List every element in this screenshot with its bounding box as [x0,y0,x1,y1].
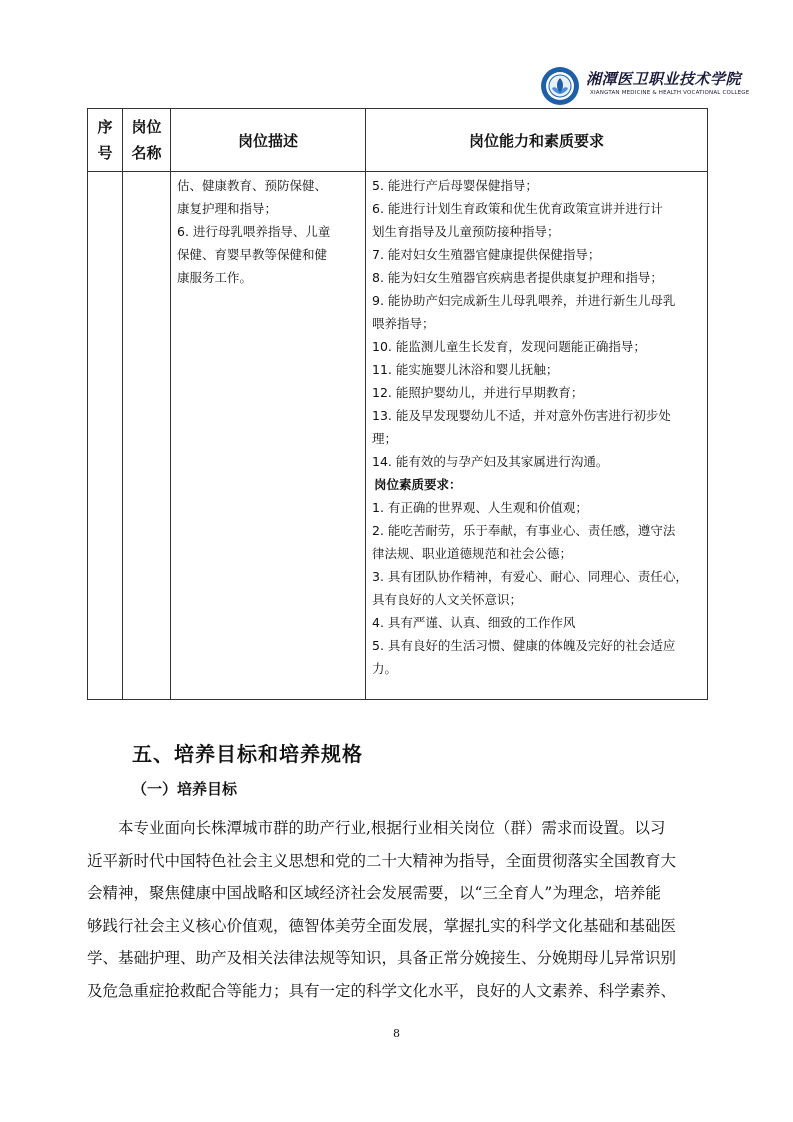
page-number: 8 [393,1027,400,1040]
paragraph-line: 会精神，聚焦健康中国战略和区域经济社会发展需要，以“三全育人”为理念，培养能 [87,884,661,902]
cell-ability-requirements [366,172,708,700]
paragraph-line: 本专业面向长株潭城市群的助产行业,根据行业相关岗位（群）需求而设置。以习 [87,819,666,837]
quality-line: 1. 有正确的世界观、人生观和价值观； [372,500,588,515]
quality-line: 具有良好的人文关怀意识； [372,592,523,607]
paragraph-line: 近平新时代中国特色社会主义思想和党的二十大精神为指导，全面贯彻落实全国教育大 [87,851,677,870]
quality-line: 律法规、职业道德规范和社会公德； [372,546,573,561]
training-goal-paragraph [87,812,709,1007]
ability-line: 12. 能照护婴幼儿，并进行早期教育； [372,385,584,400]
description-line: 保健、育婴早教等保健和健 [177,247,328,262]
ability-line: 理； [372,431,398,446]
description-line: 康复护理和指导； [177,201,278,216]
quality-requirements-heading: 岗位素质要求： [374,477,462,492]
cell-position-description [171,172,366,700]
description-line: 估、健康教育、预防保健、 [177,178,328,193]
ability-line: 7. 能对妇女生殖器官健康提供保健指导； [372,247,601,262]
subsection-title: （一）培养目标 [132,780,238,798]
header-serial-number: 序 号 [88,109,123,172]
quality-line: 3. 具有团队协作精神，有爱心、耐心、同理心、责任心， [372,569,688,584]
description-line: 6. 进行母乳喂养指导、儿童 [177,224,331,239]
paragraph-line: 够践行社会主义核心价值观，德智体美劳全面发展，掌握扎实的科学文化基础和基础医 [87,916,677,935]
section-title: 五、培养目标和培养规格 [132,742,363,766]
cell-position-name [123,172,171,700]
ability-line: 8. 能为妇女生殖器官疾病患者提供康复护理和指导； [372,270,663,285]
ability-line: 10. 能监测儿童生长发育，发现问题能正确指导； [372,339,646,354]
ability-line: 11. 能实施婴儿沐浴和婴儿抚触； [372,362,559,377]
ability-line: 14. 能有效的与孕产妇及其家属进行沟通。 [372,454,609,469]
quality-line: 4. 具有严谨、认真、细致的工作作风 [372,615,576,630]
logo-english-name: XIANGTAN MEDICINE & HEALTH VOCATIONAL COLLEGE [590,90,750,96]
quality-line: 力。 [372,661,398,676]
header-position-name: 岗位 名称 [123,109,171,172]
ability-line: 13. 能及早发现婴幼儿不适，并对意外伤害进行初步处 [372,408,671,423]
cell-serial-number [88,172,123,700]
ability-line: 9. 能协助产妇完成新生儿母乳喂养，并进行新生儿母乳 [372,293,676,308]
ability-line: 划生育指导及儿童预防接种指导； [372,224,560,239]
paragraph-line: 及危急重症抢救配合等能力；具有一定的科学文化水平，良好的人文素养、科学素养、 [87,981,677,1000]
table-row [88,172,708,700]
header-position-description: 岗位描述 [171,109,366,172]
ability-line: 6. 能进行计划生育政策和优生优育政策宣讲并进行计 [372,201,663,216]
job-duty-table [87,108,708,700]
table-header-row [88,109,708,172]
paragraph-line: 学、基础护理、助产及相关法律法规等知识，具备正常分娩接生、分娩期母儿异常识别 [87,949,677,967]
description-line: 康服务工作。 [177,270,253,285]
quality-line: 2. 能吃苦耐劳，乐于奉献，有事业心、责任感，遵守法 [372,523,676,538]
quality-line: 5. 具有良好的生活习惯、健康的体魄及完好的社会适应 [372,638,676,653]
logo-chinese-name: 湘潭医卫职业技术学院 [586,70,742,88]
college-logo [540,64,750,108]
ability-line: 喂养指导； [372,316,435,331]
ability-line: 5. 能进行产后母婴保健指导； [372,178,538,193]
header-ability-requirements: 岗位能力和素质要求 [366,109,708,172]
college-emblem-icon [540,66,580,106]
